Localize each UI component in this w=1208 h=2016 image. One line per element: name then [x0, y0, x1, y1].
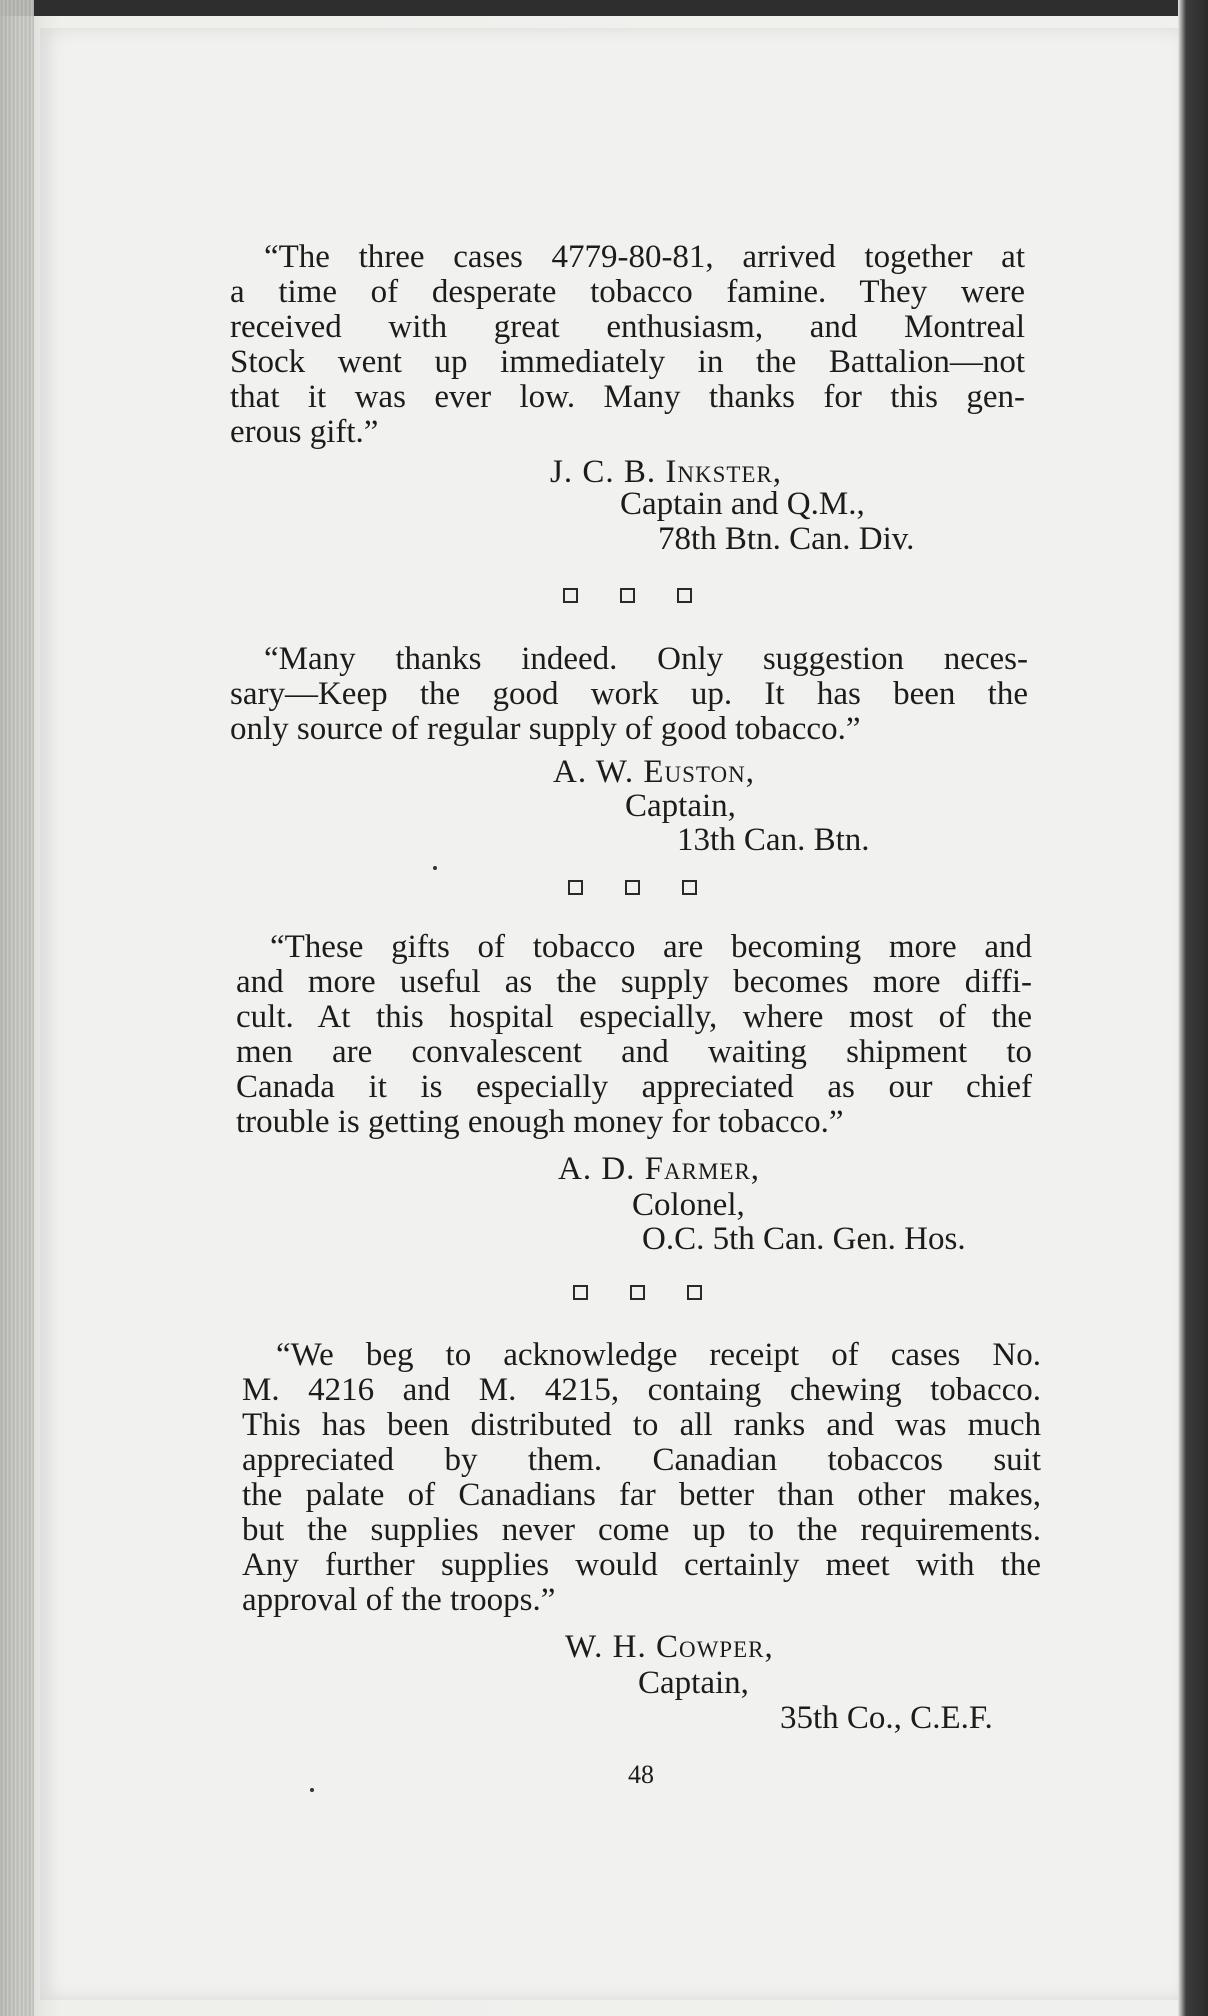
- square-ornament-icon: [630, 1285, 645, 1300]
- page-number: 48: [628, 1760, 654, 1789]
- signature-rank: Captain,: [638, 1665, 749, 1701]
- quote-line: sary—Keep the good work up. It has been the: [230, 676, 1028, 712]
- quote-line: and more useful as the supply becomes more diffi-: [236, 964, 1032, 1000]
- quote-line: appreciated by them. Canadian tobaccos suit: [242, 1442, 1041, 1478]
- letter-4-quote: [242, 1338, 1041, 1618]
- section-divider: [563, 588, 692, 603]
- square-ornament-icon: [682, 880, 697, 895]
- signature-unit: 78th Btn. Can. Div.: [658, 521, 915, 557]
- quote-line: only source of regular supply of good tobacco.”: [230, 711, 861, 747]
- square-ornament-icon: [568, 880, 583, 895]
- section-divider: [573, 1285, 702, 1300]
- square-ornament-icon: [620, 588, 635, 603]
- quote-line: erous gift.”: [230, 414, 379, 450]
- letter-3-quote: [236, 930, 1032, 1140]
- square-ornament-icon: [687, 1285, 702, 1300]
- paper-speck: [310, 1788, 314, 1792]
- quote-line: “We beg to acknowledge receipt of cases No.: [276, 1337, 1041, 1373]
- signature-unit: 13th Can. Btn.: [677, 822, 870, 858]
- quote-line: M. 4216 and M. 4215, containg chewing tobacco.: [242, 1372, 1041, 1408]
- quote-line: Stock went up immediately in the Battalion—not: [230, 344, 1025, 380]
- signature-unit: 35th Co., C.E.F.: [780, 1700, 993, 1736]
- quote-line: men are convalescent and waiting shipment to: [236, 1034, 1032, 1070]
- quote-line: a time of desperate tobacco famine. They were: [230, 274, 1025, 310]
- square-ornament-icon: [677, 588, 692, 603]
- quote-line: “The three cases 4779-80-81, arrived together at: [264, 239, 1025, 275]
- square-ornament-icon: [563, 588, 578, 603]
- section-divider: [568, 880, 697, 895]
- signature-name: W. H. Cowper,: [565, 1629, 774, 1665]
- quote-line: approval of the troops.”: [242, 1582, 556, 1618]
- signature-rank: Captain and Q.M.,: [620, 486, 865, 522]
- square-ornament-icon: [625, 880, 640, 895]
- square-ornament-icon: [573, 1285, 588, 1300]
- quote-line: “These gifts of tobacco are becoming more and: [270, 929, 1032, 965]
- quote-line: received with great enthusiasm, and Montreal: [230, 309, 1025, 345]
- scan-top-edge: [0, 0, 1208, 16]
- signature-unit: O.C. 5th Can. Gen. Hos.: [642, 1221, 966, 1257]
- letter-2-quote: [230, 642, 1028, 747]
- quote-line: cult. At this hospital especially, where most of the: [236, 999, 1032, 1035]
- quote-line: Canada it is especially appreciated as our chief: [236, 1069, 1032, 1105]
- quote-line: trouble is getting enough money for tobacco.”: [236, 1104, 844, 1140]
- signature-rank: Colonel,: [632, 1187, 745, 1223]
- book-page-edges: [0, 0, 34, 2016]
- quote-line: but the supplies never come up to the requirements.: [242, 1512, 1041, 1548]
- paper-speck: [433, 866, 437, 870]
- quote-line: that it was ever low. Many thanks for this gen-: [230, 379, 1025, 415]
- signature-name: J. C. B. Inkster,: [550, 454, 783, 490]
- signature-name: A. D. Farmer,: [558, 1151, 761, 1187]
- quote-line: the palate of Canadians far better than other makes,: [242, 1477, 1041, 1513]
- signature-name: A. W. Euston,: [553, 754, 756, 790]
- scan-right-edge: [1178, 0, 1208, 2016]
- letter-1-quote: [230, 240, 1025, 450]
- signature-rank: Captain,: [625, 788, 736, 824]
- quote-line: This has been distributed to all ranks and was much: [242, 1407, 1041, 1443]
- quote-line: “Many thanks indeed. Only suggestion neces-: [264, 641, 1028, 677]
- quote-line: Any further supplies would certainly meet with the: [242, 1547, 1041, 1583]
